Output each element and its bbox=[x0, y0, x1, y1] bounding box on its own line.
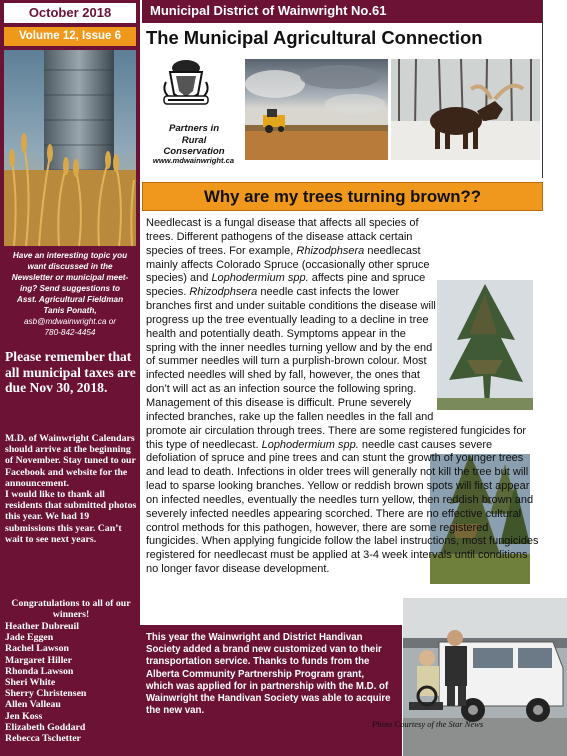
winner-name: Rhonda Lawson bbox=[5, 665, 74, 677]
contact-email[interactable]: asb@mdwainwright.ca or bbox=[23, 317, 117, 326]
topic-line: Asst. Agricultural Fieldman bbox=[16, 295, 124, 304]
topic-line: Have an interesting topic you bbox=[12, 251, 128, 260]
photo-credit: Photo Courtesy of the Star News bbox=[372, 719, 484, 729]
winner-name: Elizabeth Goddard bbox=[5, 721, 86, 733]
winner-name: Rebecca Tschetter bbox=[5, 733, 81, 745]
thanks-text: I would like to thank all residents that submitted photos this year. We had 19 submissions this year. Can’t wait to see next years. bbox=[5, 489, 137, 545]
article-text: affects pine and spruce species. bbox=[146, 272, 426, 299]
issue-date: October 2018 bbox=[4, 3, 136, 23]
winner-name: Sherry Christensen bbox=[5, 688, 87, 700]
text-wrap-spacer bbox=[442, 279, 542, 419]
contact-phone: 780-842-4454 bbox=[44, 328, 96, 337]
topic-line: Newsletter or municipal meet- bbox=[11, 273, 129, 282]
article-text: needle cast causes severe defoliation of spruce and pine trees and can stunt the growth of younger trees and lead to death. Infections in older trees will generally not kill the tree but will lead to sparse looking branches. Yellow or reddish brown spots will first appear on infected needles, eventually the needles turn yellow, then reddish brown and severely infected needles appearing scorched. There are no effective cultural control methods for this pathogen, however, there are some registered fungicides. When applying fungicide follow the label instructions, most fungicides registered for needlecast must be applied at 3-4 week intervals until conditions no longer favor disease development. bbox=[146, 438, 539, 576]
article-body bbox=[146, 217, 542, 577]
genus-name: Rhizodphsera bbox=[296, 244, 365, 257]
winners-list bbox=[5, 621, 137, 744]
handivan-photo bbox=[403, 598, 567, 756]
website-link[interactable]: www.mdwainwright.ca bbox=[152, 156, 235, 165]
wheat-field-photo bbox=[4, 50, 136, 246]
calendar-notice bbox=[5, 433, 137, 545]
calendar-text: M.D. of Wainwright Calendars should arrive at the beginning of November. Stay tuned to our Facebook and website for the announcement. bbox=[5, 433, 136, 489]
partners-line: Conservation bbox=[163, 146, 225, 157]
district-name: Municipal District of Wainwright No.61 bbox=[150, 3, 387, 18]
congrats-heading: Congratulations to all of our winners! bbox=[11, 598, 131, 621]
winner-name: Margaret Hiller bbox=[5, 654, 73, 666]
newsletter-title: The Municipal Agricultural Connection bbox=[146, 27, 483, 48]
moose-photo bbox=[391, 59, 540, 160]
article-text: needle cast infects the lower branches first and under suitable conditions the disease will progress up the tree eventually leading to a decline in tree health and potentially death. Symptoms appear in the spring with the inner needles turning yellow and by the end of summer needles will turn a purplish-brown colour. Most infected needles will shed by fall, however, the ones that don’t will act as an infection source the following spring. Management of this disease is difficult. Prune severely infected branches, rake up the fallen needles in the fall and promote air circulation through trees. There are some registered fungicides for this type of needlecast. bbox=[146, 286, 527, 451]
partners-line: Rural bbox=[181, 134, 207, 146]
topic-line: want discussed in the bbox=[27, 262, 113, 271]
article-text: Needlecast is a fungal disease that affects all species of trees. Different pathogens of the disease attack certain species of trees. For example, bbox=[146, 217, 419, 257]
winner-name: Sheri White bbox=[5, 677, 56, 689]
partners-tagline bbox=[150, 123, 238, 158]
municipal-crest-logo bbox=[160, 58, 212, 108]
combine-harvest-photo bbox=[245, 59, 388, 160]
genus-name: Lophodermium spp. bbox=[261, 438, 359, 451]
issue-volume: Volume 12, Issue 6 bbox=[4, 27, 136, 46]
winner-name: Jade Eggen bbox=[5, 632, 54, 644]
genus-name: Rhizodphsera bbox=[189, 286, 258, 299]
partners-line: Partners in bbox=[168, 123, 220, 134]
handivan-text: This year the Wainwright and District Handivan Society added a brand new customized van to their transportation service. Thanks to funds from the Alberta Community Partnership Program grant, which was applied for in partnership with the M.D. of Wainwright the Handivan Society was able to acquire the new van. bbox=[146, 632, 391, 717]
winner-name: Heather Dubreuil bbox=[5, 621, 79, 632]
article-title: Why are my trees turning brown?? bbox=[142, 182, 543, 211]
article-text: needlecast mainly affects Colorado Spruce (occasionally other spruce species) and bbox=[146, 244, 430, 285]
winner-name: Allen Valleau bbox=[5, 699, 61, 711]
topic-line: ing? Send suggestions to bbox=[19, 284, 121, 293]
taxes-notice: Please remember that all municipal taxes are due Nov 30, 2018. bbox=[5, 349, 136, 395]
winner-name: Jen Koss bbox=[5, 710, 43, 722]
topic-line: Tanis Ponath, bbox=[43, 306, 97, 315]
genus-name: Lophodermium spp. bbox=[211, 272, 309, 285]
winner-name: Rachel Lawson bbox=[5, 643, 69, 655]
topic-suggestion-note bbox=[6, 250, 134, 338]
